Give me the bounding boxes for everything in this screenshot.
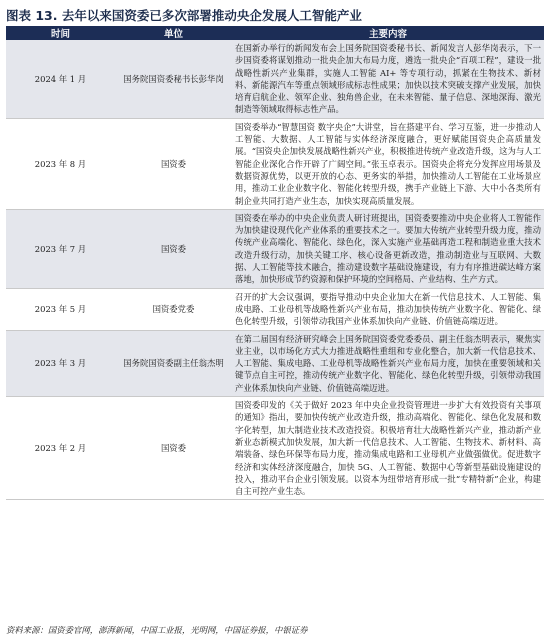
row-unit: 国资委 — [115, 209, 232, 288]
row-unit: 国资委 — [115, 118, 232, 209]
row-time: 2023 年 5 月 — [6, 288, 115, 330]
row-time: 2023 年 8 月 — [6, 118, 115, 209]
table-row — [6, 397, 544, 500]
row-unit: 国资委 — [115, 397, 232, 500]
policy-table — [6, 26, 544, 500]
table-row — [6, 288, 544, 330]
row-content: 国资委印发的《关于做好 2023 年中央企业投资管理进一步扩大有效投资有关事项的通知》指出，要加快传统产业改造升级，推动高端化、智能化、绿色化发展和数字化转型，加大制造业技术改造投资。积极培育壮大战略性新兴产业，推动新产业新业态新模式加快发展，加大新一代信息技术、人工智能、生物技术、新材料、高端装备、绿色环保等布局力度，推动集成电路和工业母机产业做强做优。促进数字经济和实体经济深度融合，加快 5G、人工智能、数据中心等新型基础设施建设的投入，推动平台企业引领发展。以资本为纽带培育形成一批“专精特新”企业，构建自主可控产业生态。 — [232, 397, 544, 500]
row-unit: 国务院国资委秘书长彭华岗 — [115, 40, 232, 118]
table-row — [6, 330, 544, 396]
row-time: 2023 年 3 月 — [6, 330, 115, 396]
row-content: 在第二届国有经济研究峰会上国务院国资委党委委员、副主任翁杰明表示，聚焦实业主业，以市场化方式大力推进战略性重组和专业化整合，加大新一代信息技术、人工智能、集成电路、工业母机等战略性新兴产业布局力度，加快在重要领域和关键节点自主可控，推动传统产业数字化、智能化、绿色化转型升级，引领带动我国产业体系加快向产业链、价值链高端迈进。 — [232, 330, 544, 396]
row-time: 2023 年 2 月 — [6, 397, 115, 500]
row-unit: 国务院国资委副主任翁杰明 — [115, 330, 232, 396]
table-row — [6, 209, 544, 288]
row-unit: 国资委党委 — [115, 288, 232, 330]
header-content: 主要内容 — [232, 26, 544, 40]
figure-title: 图表 13. 去年以来国资委已多次部署推动央企发展人工智能产业 — [6, 8, 362, 23]
table-header-row — [6, 26, 544, 40]
row-content: 在国新办举行的新闻发布会上国务院国资委秘书长、新闻发言人彭华岗表示，下一步国资委将谋划推动一批央企加大布局力度，遴选一批央企“百项工程”，建设一批战略性新兴产业集群，实施人工智能 AI+ 等专项行动，抓紧在生物技术、新材料、新能源汽车等重点领域形成标志性成果；加快以技术突破支撑产业发展，加快培育启航企业、领军企业、独角兽企业，在未来智能、量子信息、深地深海、激光制造等领域取得标志性产品。 — [232, 40, 544, 118]
header-unit: 单位 — [115, 26, 232, 40]
table-row — [6, 40, 544, 118]
row-time: 2024 年 1 月 — [6, 40, 115, 118]
row-time: 2023 年 7 月 — [6, 209, 115, 288]
row-content: 国资委举办“智慧国资 数字央企”大讲堂，旨在搭建平台、学习互鉴，进一步推动人工智能、大数据、人工智能与实体经济深度融合，更好赋能国资央企高质量发展。“国资央企加快发展战略性新兴产业，积极推进传统产业改造升级，这为与人工智能企业深化合作开辟了广阔空间。”张玉卓表示。国资央企将充分发挥应用场景及数据资源优势，以更开放的心态、更务实的举措，加快推动人工智能在工业场景应用，推动工业企业数字化、智能化转型升级，携手产业链上下游、大中小各类所有制企业共同打造产业生态，加快实现高质量发展。 — [232, 118, 544, 209]
row-content: 召开的扩大会议强调，要指导推动中央企业加大在新一代信息技术、人工智能、集成电路、工业母机等战略性新兴产业布局，推动加快传统产业数字化、智能化、绿色化转型升级，引领带动我国产业体系加快向产业链、价值链高端迈进。 — [232, 288, 544, 330]
table-row — [6, 118, 544, 209]
source-note: 资料来源：国资委官网，澎湃新闻，中国工业报，光明网，中国证券报，中银证券 — [6, 625, 308, 635]
row-content: 国资委在举办的中央企业负责人研讨班提出，国资委要推动中央企业将人工智能作为加快建设现代化产业体系的重要技术之一。要加大传统产业转型升级力度，推动传统产业高端化、智能化、绿色化，深入实施产业基础再造工程和制造业重大技术改造升级行动，加快关键工序、核心设备更新改造，推动制造业与互联网、大数据、人工智能等技术融合，推动建设数字基础设施建设，有力有序推进碳达峰方案落地，加快形成节约资源和保护环境的空间格局、产业结构、生产方式。 — [232, 209, 544, 288]
header-time: 时间 — [6, 26, 115, 40]
